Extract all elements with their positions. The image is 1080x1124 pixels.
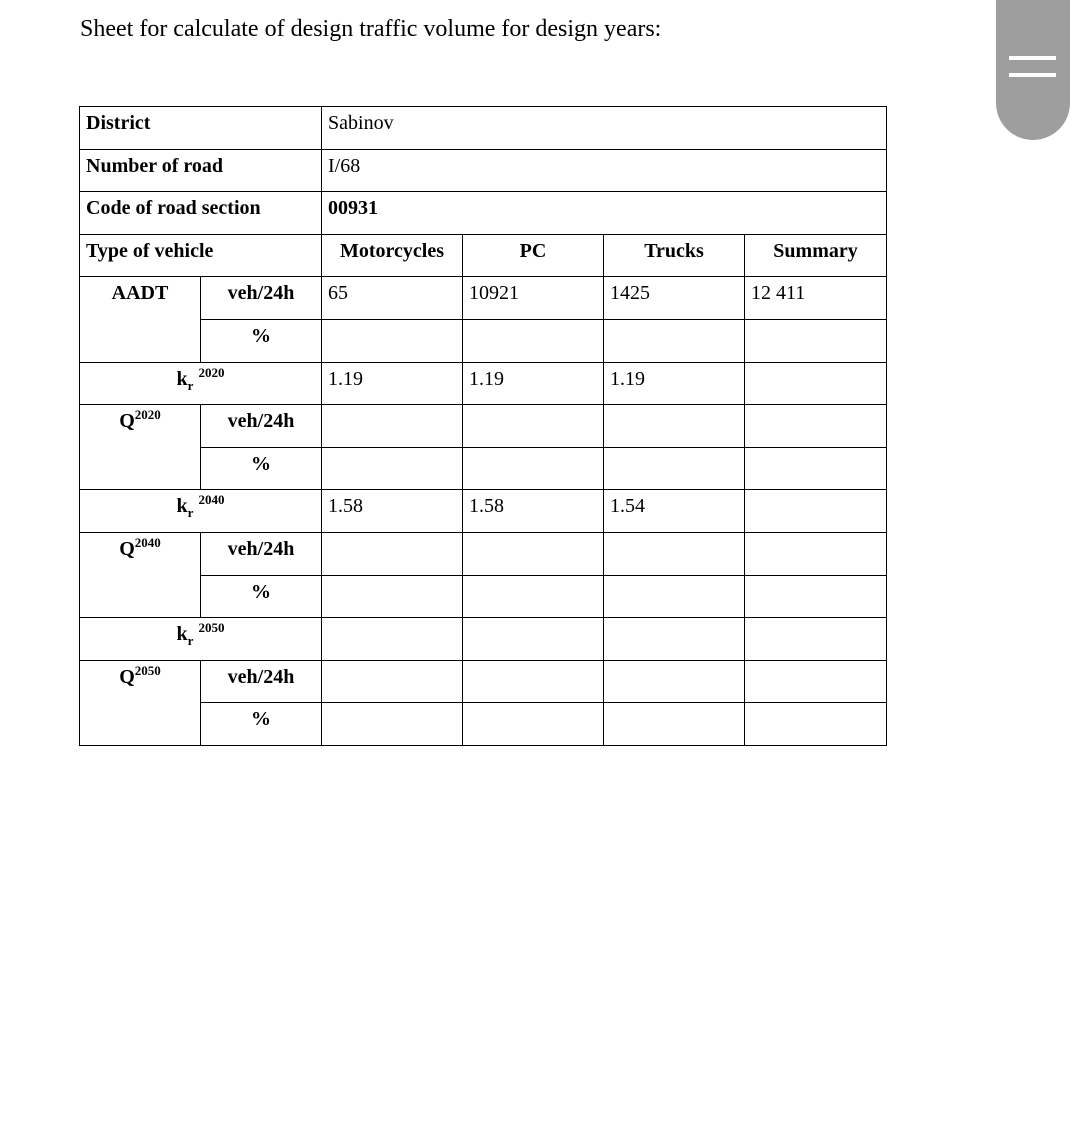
q-2040-summary-cell[interactable]: [745, 532, 887, 575]
q-2020-pc-cell[interactable]: [463, 405, 604, 448]
q-2040-pct-summary-cell[interactable]: [745, 575, 887, 618]
q-2020-pct-trucks-cell[interactable]: [604, 447, 745, 490]
kr-2020-label: $k_r$ $^{2020}$: [80, 362, 322, 405]
aadt-pc-cell[interactable]: 10921: [463, 277, 604, 320]
q-2020-pct-row: [80, 447, 887, 490]
kr-2050-label: $k_r$ $^{2050}$: [80, 618, 322, 661]
q-2050-label: $Q^{2050}$: [80, 660, 201, 745]
road-number-value[interactable]: I/68: [322, 149, 887, 192]
q-2020-veh-row: [80, 405, 887, 448]
traffic-volume-table: [79, 106, 887, 746]
column-header-trucks: Trucks: [604, 234, 745, 277]
aadt-pct-row: [80, 319, 887, 362]
q-2040-motorcycles-cell[interactable]: [322, 532, 463, 575]
kr-2050-pc-cell[interactable]: [463, 618, 604, 661]
road-number-row: [80, 149, 887, 192]
q-2040-label: $Q^{2040}$: [80, 532, 201, 617]
kr-2040-trucks-cell[interactable]: 1.54: [604, 490, 745, 533]
vehicle-type-label: Type of vehicle: [80, 234, 322, 277]
q-2020-pct-pc-cell[interactable]: [463, 447, 604, 490]
q-2050-motorcycles-cell[interactable]: [322, 660, 463, 703]
q-2050-pct-row: [80, 703, 887, 746]
aadt-veh-row: [80, 277, 887, 320]
q-2040-pc-cell[interactable]: [463, 532, 604, 575]
q-2050-pct-pc-cell[interactable]: [463, 703, 604, 746]
q-2020-pct-summary-cell[interactable]: [745, 447, 887, 490]
page-title: Sheet for calculate of design traffic volume for design years:: [80, 16, 662, 42]
unit-veh: veh/24h: [201, 532, 322, 575]
q-2020-pct-motorcycles-cell[interactable]: [322, 447, 463, 490]
section-code-label: Code of road section: [80, 192, 322, 235]
kr-2040-pc-cell[interactable]: 1.58: [463, 490, 604, 533]
unit-percent: %: [201, 703, 322, 746]
vehicle-type-header-row: [80, 234, 887, 277]
q-2050-pc-cell[interactable]: [463, 660, 604, 703]
column-header-summary: Summary: [745, 234, 887, 277]
menu-lines-icon: [1009, 56, 1056, 60]
kr-2040-row: [80, 490, 887, 533]
q-2050-pct-trucks-cell[interactable]: [604, 703, 745, 746]
aadt-pct-motorcycles-cell[interactable]: [322, 319, 463, 362]
kr-2050-trucks-cell[interactable]: [604, 618, 745, 661]
column-header-motorcycles: Motorcycles: [322, 234, 463, 277]
district-value[interactable]: Sabinov: [322, 107, 887, 150]
unit-veh: veh/24h: [201, 277, 322, 320]
menu-lines-icon: [1009, 73, 1056, 77]
unit-veh: veh/24h: [201, 660, 322, 703]
kr-2040-motorcycles-cell[interactable]: 1.58: [322, 490, 463, 533]
q-2020-label: $Q^{2020}$: [80, 405, 201, 490]
section-code-value[interactable]: 00931: [322, 192, 887, 235]
q-2040-pct-row: [80, 575, 887, 618]
aadt-motorcycles-cell[interactable]: 65: [322, 277, 463, 320]
aadt-label: AADT: [80, 277, 201, 362]
q-2020-summary-cell[interactable]: [745, 405, 887, 448]
kr-2020-summary-cell[interactable]: [745, 362, 887, 405]
road-number-label: Number of road: [80, 149, 322, 192]
q-2020-trucks-cell[interactable]: [604, 405, 745, 448]
unit-percent: %: [201, 447, 322, 490]
aadt-pct-summary-cell[interactable]: [745, 319, 887, 362]
kr-2050-summary-cell[interactable]: [745, 618, 887, 661]
q-2050-pct-motorcycles-cell[interactable]: [322, 703, 463, 746]
unit-percent: %: [201, 319, 322, 362]
aadt-pct-pc-cell[interactable]: [463, 319, 604, 362]
q-2040-pct-motorcycles-cell[interactable]: [322, 575, 463, 618]
kr-2040-label: $k_r$ $^{2040}$: [80, 490, 322, 533]
aadt-pct-trucks-cell[interactable]: [604, 319, 745, 362]
district-row: [80, 107, 887, 150]
q-2040-trucks-cell[interactable]: [604, 532, 745, 575]
q-2050-trucks-cell[interactable]: [604, 660, 745, 703]
kr-2020-trucks-cell[interactable]: 1.19: [604, 362, 745, 405]
q-2040-pct-pc-cell[interactable]: [463, 575, 604, 618]
q-2020-motorcycles-cell[interactable]: [322, 405, 463, 448]
column-header-pc: PC: [463, 234, 604, 277]
q-2050-veh-row: [80, 660, 887, 703]
kr-2020-pc-cell[interactable]: 1.19: [463, 362, 604, 405]
unit-veh: veh/24h: [201, 405, 322, 448]
q-2040-pct-trucks-cell[interactable]: [604, 575, 745, 618]
section-code-row: [80, 192, 887, 235]
kr-2020-motorcycles-cell[interactable]: 1.19: [322, 362, 463, 405]
q-2050-pct-summary-cell[interactable]: [745, 703, 887, 746]
kr-2050-row: [80, 618, 887, 661]
scroll-handle[interactable]: [996, 0, 1070, 140]
q-2050-summary-cell[interactable]: [745, 660, 887, 703]
aadt-summary-cell[interactable]: 12 411: [745, 277, 887, 320]
aadt-trucks-cell[interactable]: 1425: [604, 277, 745, 320]
q-2040-veh-row: [80, 532, 887, 575]
kr-2050-motorcycles-cell[interactable]: [322, 618, 463, 661]
kr-2020-row: [80, 362, 887, 405]
kr-2040-summary-cell[interactable]: [745, 490, 887, 533]
district-label: District: [80, 107, 322, 150]
unit-percent: %: [201, 575, 322, 618]
